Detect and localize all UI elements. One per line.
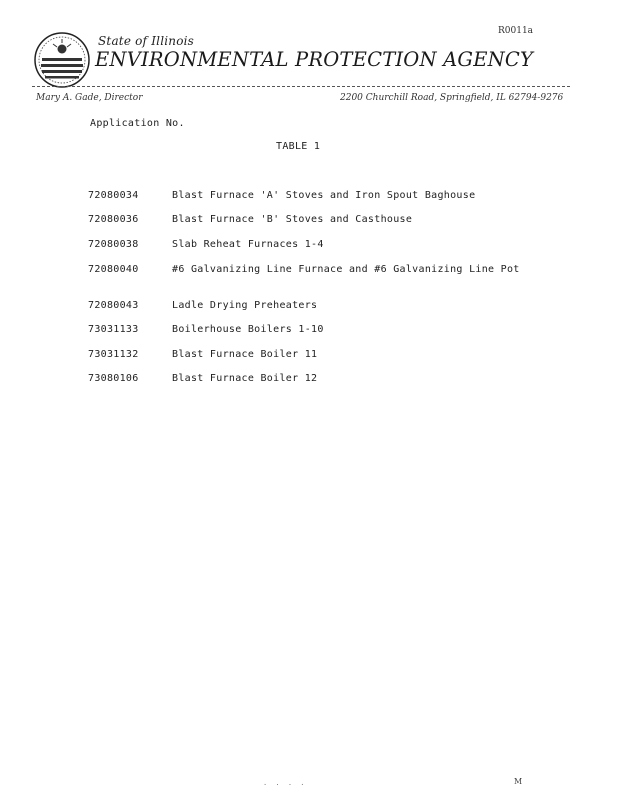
document-code: R0011a (498, 26, 534, 36)
row-description: Blast Furnace Boiler 12 (172, 373, 318, 384)
row-description: Blast Furnace Boiler 11 (172, 349, 318, 360)
row-id: 73031133 (88, 324, 139, 335)
row-id: 72080040 (88, 264, 139, 275)
header-divider (32, 86, 570, 87)
state-name: State of Illinois (98, 34, 195, 48)
row-id: 72080043 (88, 300, 139, 311)
row-description: #6 Galvanizing Line Furnace and #6 Galvanizing Line Pot (172, 264, 520, 275)
row-description: Boilerhouse Boilers 1-10 (172, 324, 324, 335)
footer-mark: . . . . (263, 779, 307, 787)
agency-name: ENVIRONMENTAL PROTECTION AGENCY (95, 48, 534, 71)
application-number-label: Application No. (90, 118, 185, 129)
row-id: 73031132 (88, 349, 139, 360)
row-description: Blast Furnace 'B' Stoves and Casthouse (172, 214, 413, 225)
row-description: Slab Reheat Furnaces 1-4 (172, 239, 324, 250)
row-description: Ladle Drying Preheaters (172, 300, 318, 311)
agency-address: 2200 Churchill Road, Springfield, IL 62794-9276 (340, 93, 564, 103)
page-mark: M (514, 777, 523, 786)
row-id: 72080034 (88, 190, 139, 201)
table-title: TABLE 1 (276, 141, 321, 152)
director-name: Mary A. Gade, Director (36, 93, 143, 103)
row-id: 72080038 (88, 239, 139, 250)
illinois-seal-icon (33, 31, 91, 89)
row-id: 72080036 (88, 214, 139, 225)
row-description: Blast Furnace 'A' Stoves and Iron Spout Baghouse (172, 190, 476, 201)
row-id: 73080106 (88, 373, 139, 384)
